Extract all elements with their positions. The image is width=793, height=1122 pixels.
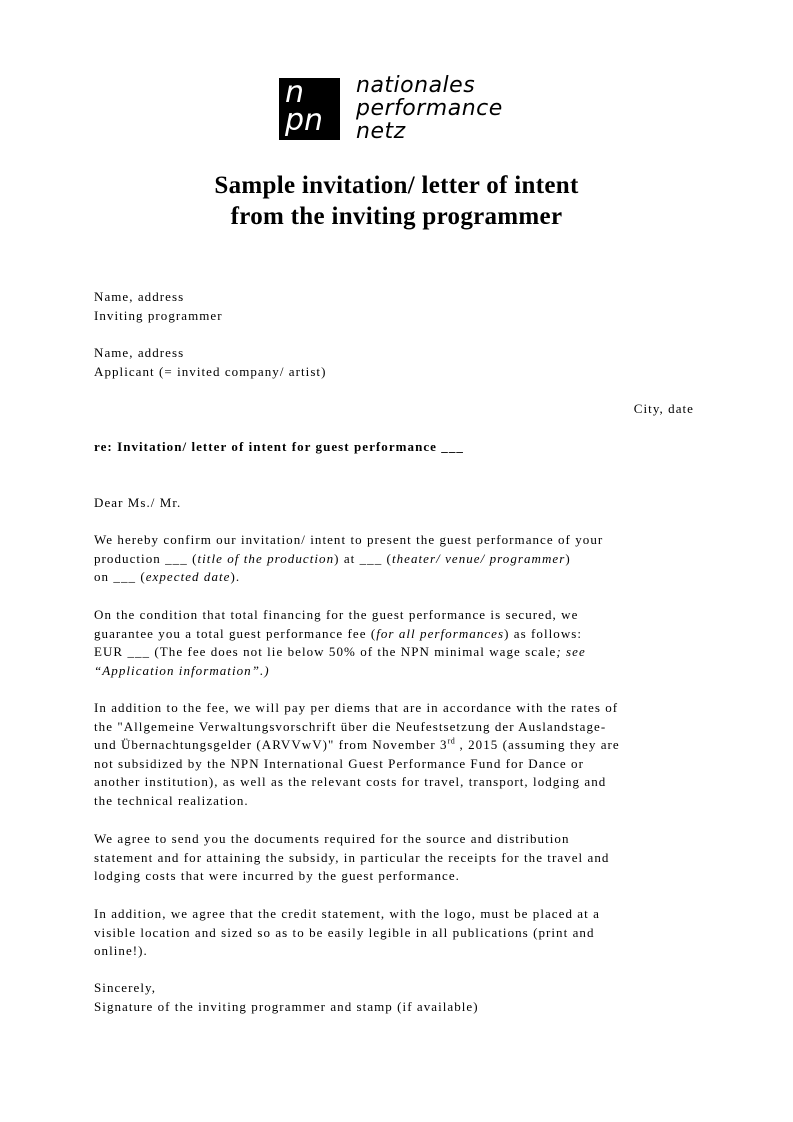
p1-line-2: [94, 550, 603, 569]
p2-line-1: On the condition that total financing for the guest performance is secured, we: [94, 607, 579, 622]
p2-text: EUR ___ (The fee does not lie below 50% of the NPN minimal wage scale: [94, 644, 557, 659]
title-line-1: Sample invitation/ letter of intent: [214, 172, 579, 199]
logo-word-1: nationales: [356, 73, 476, 98]
p3-text: und Übernachtungsgelder (ARVVwV)" from November 3: [94, 737, 448, 752]
paragraph-credit: [94, 905, 600, 961]
npn-logo-mark: [279, 75, 340, 140]
city-date: City, date: [633, 401, 694, 416]
logo-word-3: netz: [356, 119, 406, 144]
p5-line-1: In addition, we agree that the credit statement, with the logo, must be placed at a: [94, 906, 600, 921]
recipient-line-2: Applicant (= invited company/ artist): [94, 363, 327, 379]
p2-italic-see: ; see: [556, 644, 586, 659]
p3-line-1: In addition to the fee, we will pay per diems that are in accordance with the rates of: [94, 700, 619, 715]
logo-mark-line1: n: [285, 75, 305, 110]
sender-block: [94, 288, 223, 325]
logo-mark-line2: pn: [285, 103, 324, 138]
paragraph-fee: [94, 606, 586, 680]
title-line-2: from the inviting programmer: [230, 203, 563, 230]
p1-italic-date: expected date: [145, 569, 231, 584]
p1-italic-venue: theater/ venue/ programmer: [391, 550, 566, 566]
npn-logo: [279, 73, 539, 144]
logo-word-2: performance: [356, 96, 503, 121]
paragraph-documents: [94, 830, 609, 886]
recipient-line-1: Name, address: [94, 345, 185, 360]
closing-block: [94, 979, 479, 1016]
p1-text: ) at ___ (: [334, 550, 392, 566]
p1-text: ): [565, 550, 571, 566]
p3-line-2: the "Allgemeine Verwaltungsvorschrift über die Neufestsetzung der Auslandstage-: [94, 718, 607, 734]
p3-superscript: rd: [447, 736, 456, 746]
p4-line-2: statement and for attaining the subsidy, in particular the receipts for the travel and: [94, 849, 610, 865]
p2-text: guarantee you a total guest performance fee (: [94, 625, 377, 641]
p2-line-4: “Application information”.): [94, 662, 270, 678]
p5-line-2: visible location and sized so as to be easily legible in all publications (print and: [94, 924, 595, 940]
p4-line-1: We agree to send you the documents required for the source and distribution: [94, 831, 570, 846]
p3-text: , 2015 (assuming they are: [455, 737, 620, 752]
p3-line-4: not subsidized by the NPN International Guest Performance Fund for Dance or: [94, 755, 584, 771]
p3-line-5: another institution), as well as the relevant costs for travel, transport, lodging and: [94, 774, 607, 789]
p1-text: on ___ (: [94, 569, 146, 584]
sender-line-2: Inviting programmer: [94, 307, 223, 323]
p4-line-3: lodging costs that were incurred by the guest performance.: [94, 868, 460, 883]
document-title: [0, 170, 793, 232]
p1-italic-title: title of the production: [197, 550, 335, 566]
paragraph-confirmation: [94, 531, 603, 587]
salutation: Dear Ms./ Mr.: [94, 495, 182, 510]
p2-line-3: [94, 643, 586, 662]
p2-line-2: [94, 625, 586, 644]
p5-line-3: online!).: [94, 943, 148, 958]
p3-line-6: the technical realization.: [94, 792, 249, 808]
p3-line-3: [94, 736, 620, 755]
p2-italic-performances: for all performances: [376, 625, 505, 641]
closing-line-2: Signature of the inviting programmer and stamp (if available): [94, 998, 479, 1014]
p1-line-3: [94, 568, 603, 587]
logo-wordmark: [356, 74, 503, 143]
p1-line-1: We hereby confirm our invitation/ intent to present the guest performance of your: [94, 532, 604, 547]
p1-text: production ___ (: [94, 550, 198, 566]
recipient-block: [94, 344, 326, 381]
paragraph-per-diems: [94, 699, 620, 810]
p2-text: ) as follows:: [504, 625, 583, 641]
sender-line-1: Name, address: [94, 289, 185, 304]
closing-line-1: Sincerely,: [94, 980, 156, 995]
subject-line: re: Invitation/ letter of intent for guest performance ___: [94, 439, 464, 454]
p1-text: ).: [230, 569, 241, 584]
